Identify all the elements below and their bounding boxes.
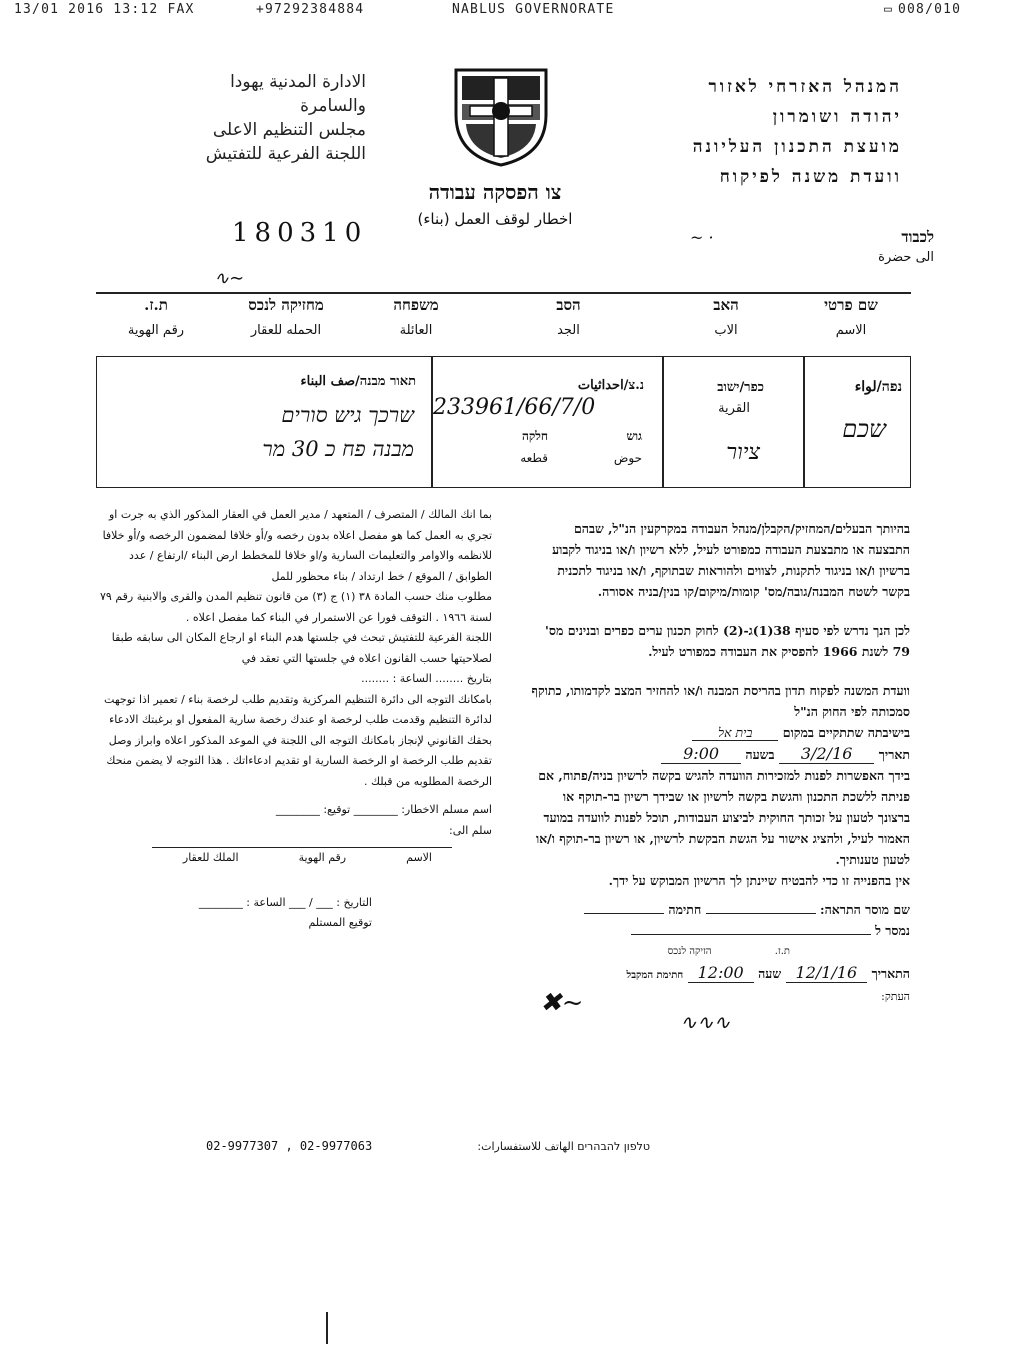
org-hebrew-line: המנהל האזרחי לאזור <box>708 77 902 97</box>
fax-datetime: 13/01 2016 13:12 FAX <box>14 2 195 17</box>
table-divider <box>662 357 664 487</box>
sig-date-value: 12/1/16 <box>786 963 868 983</box>
coords-label: נ.צ/احداثيات <box>577 378 644 393</box>
sig-delivered-row: נמסר ל <box>528 920 910 941</box>
meeting-place-value: בית אל <box>692 725 778 741</box>
col-grandfather: הסב الجد <box>556 296 581 338</box>
village-label-ar: القرية <box>718 401 750 416</box>
blank-line <box>706 903 816 914</box>
block-label-ar: حوض <box>613 451 642 465</box>
building-line1: שרכך גיש סורים <box>281 403 414 427</box>
emblem-logo <box>446 60 556 170</box>
org-hebrew-line: יהודה ושומרון <box>772 107 902 127</box>
col-family: משפחה العائلة <box>393 296 439 338</box>
parcel-label-he: חלקה <box>521 429 548 443</box>
sig-hour-value: 12:00 <box>688 963 754 983</box>
details-top-rule <box>96 292 911 294</box>
order-number: 180310 <box>232 218 368 248</box>
arabic-p4: بامكانك التوجه الى دائرة التنظيم المركزية وتقديم طلب لرخصة بناء / تعمير اذا توجهت لدائرة التنظيم وقدمت طلب لرخصة او عندك رخصة سارية المفعول او برغبتك الادعاء بحقك القانوني لإنجاز بامكانك التوجه الى اللجنة في الموعد المذكور اعلاه وابراز وصل تقديم طلب الرخصة او الرخصة السارية او تقديم ادعاءاتك . هذا التوجه لا يضمن منحك الرخصة المطلوبه من قبلك . <box>104 692 492 788</box>
arabic-date-line: بتاريخ ........ الساعة : ........ <box>361 672 492 685</box>
village-value: ציור <box>726 440 760 465</box>
col-father: האב الاب <box>713 296 739 338</box>
location-table <box>96 356 911 488</box>
arabic-recipient-sig: توقيع المستلم <box>308 916 372 929</box>
arabic-deliverer: اسم مسلم الاخطار: ________ توقيع: ________ <box>275 803 492 816</box>
footer-label: טלפון להבהרים الهاتف للاستفسارات: <box>477 1140 650 1153</box>
coords-value: 233961/66/7/0 <box>433 395 596 420</box>
district-value: שכם <box>842 415 886 443</box>
col-first-name: שם פרטי الاسم <box>824 296 878 338</box>
fax-number: +97292384884 <box>256 2 365 17</box>
blank-line <box>631 924 871 935</box>
hebrew-p2: לכן הנך נדרש לפי סעיף 38(1)ג-(2) לחוק תכנון ערים כפרים ובנינים מס' 79 לשנת 1966 להפסיק את העבודה כמפורט לעיל. <box>545 623 910 659</box>
org-hebrew <box>642 72 902 192</box>
meeting-place-row: בישיבתה שתתקיים במקום בית אל <box>528 722 910 743</box>
col-holder: מחזיקה לנכס الحمله للعقار <box>248 296 324 338</box>
table-divider <box>803 357 805 487</box>
sig-date-row: התאריך 12/1/16 שעה 12:00 חתימת המקבל <box>626 963 910 982</box>
arabic-p3: اللجنة الفرعية للتفتيش تبحث في جلستها هدم البناء او ارجاع المكان الى سابقه طبقا لصلاحيتها حسب القانون اعلاه في جلستها التي تعقد في <box>111 631 492 665</box>
arabic-date-time: التاريخ : ___ / ___ الساعة : ________ <box>198 895 372 909</box>
hebrew-body <box>528 518 910 1007</box>
org-arabic-line: الادارة المدنية يهودا <box>230 72 366 92</box>
meeting-date-value: 3/2/16 <box>779 744 875 764</box>
fax-page: 008/010 <box>898 2 962 17</box>
hebrew-p4: בידך האפשרות לפנות למזכירות הוועדה להגיש בקשה לרשיון בניה/פתוח, אם פניתה ללשכת התכנון והגשת בקשה לרשיון או שבידך רשיון בר-תוקף או ברצונך לטעון על זכותך החוקית לביצוע העבודות, תוכל לפנות לוועדה במועד האמור לעיל, ולהציג אישור על הגשת הבקשת לרשיון, או רשיון בר-תוקף ו/או לטעון טענותיך. <box>535 768 910 867</box>
hebrew-p1: בהיותך הבעלים/המחזיק/הקבלן/מנהל העבודה במקרקעין הנ"ל, שבהם התבצעה או מתבצעת העבודה כמפורט לעיל, ללא רשיון ו/או בניגוד לקבוע ברשיון ו/או בניגוד לתקנות, לצווים ולהוראות שבתוקף, ו/או בניגוד לתכנית בקשר לשטח המבנה/גובה/מס' קומות/מיקום/קו בנין/בניה אסורה. <box>552 521 910 599</box>
org-arabic <box>96 70 366 166</box>
fax-sender: NABLUS GOVERNORATE <box>452 2 615 17</box>
org-hebrew-line: מועצת התכנון העליונה <box>692 137 902 157</box>
addressee-arabic: الى حضرة <box>878 250 934 265</box>
handwritten-name: ∿∼ <box>214 268 245 289</box>
org-arabic-line: اللجنة الفرعية للتفتيش <box>205 144 366 164</box>
arabic-delivered-to: سلم الى: <box>449 823 492 837</box>
district-label: נפה/لواء <box>854 379 902 395</box>
footer-phones: 02-9977307 , 02-9977063 <box>206 1139 373 1153</box>
block-label-he: גוש <box>626 429 642 443</box>
arabic-body <box>92 505 492 934</box>
building-label: תאור מבנה/صف البناء <box>300 374 416 389</box>
fax-page-icon: ▭ <box>884 2 894 17</box>
arabic-cols: الاسم رقم الهوية الملك للعقار <box>182 851 432 864</box>
org-arabic-line: والسامرة <box>300 96 366 116</box>
signature-scribble: ∿∿∿ <box>680 1010 731 1034</box>
arabic-p1: بما انك المالك / المتصرف / المتعهد / مدير العمل في العقار المذكور الذي به جرت او تجري به العمل كما هو مفصل اعلاه بدون رخصه و/أو خلافا لمضمون الرخصه و/أو خلافا للانظمه والاوامر والتعليمات السارية و/او خلافا للمخطط ارض البناء /ارتفاع / عدد الطوابق / الموقع / خط ارتداد / بناء محظور للمل <box>102 508 492 583</box>
meeting-time-value: 9:00 <box>661 744 741 764</box>
sig-sub-labels: ת.ז. הזיקה לנכס <box>667 946 790 957</box>
arabic-p2: مطلوب منك حسب المادة ٣٨ (١) ج (٣) من قانون تنظيم المدن والقرى والابنية رقم ٧٩ لسنة ١٩٦٦ . التوقف فورا عن الاستمرار في البناء كما مفصل اعلاه . <box>100 590 492 624</box>
scan-mark <box>326 1312 328 1344</box>
addressee-hebrew: לכבוד <box>901 228 934 246</box>
personal-details-row <box>96 296 911 348</box>
org-arabic-line: مجلس التنظيم الاعلى <box>212 120 366 140</box>
meeting-date-row: תאריך 3/2/16 בשעה 9:00 <box>528 743 910 765</box>
title-arabic: اخطار لوقف العمل (بناء) <box>417 210 573 228</box>
title-hebrew: צו הפסקה עבודה <box>428 180 562 204</box>
col-id: ת.ז. رقم الهوية <box>127 296 185 338</box>
village-label-he: כפר/ישוב <box>717 380 764 395</box>
building-line2: מבנה פח כ 30 מר <box>262 437 414 461</box>
parcel-label-ar: قطعه <box>520 451 548 465</box>
sig-deliverer-row: שם מוסר התראה: חתימה <box>528 899 910 920</box>
copy-label: העתק: <box>881 990 910 1003</box>
hebrew-p3: וועדת המשנה לפקוח תדון בהריסת המבנה ו/או להחזיר המצב לקדמותו, כתוקף סמכותה לפי החוק הנ"ל <box>531 683 910 719</box>
table-divider <box>431 357 433 487</box>
addressee-handwriting: ~ · <box>690 228 714 247</box>
blank-line <box>584 903 664 914</box>
signature-deliverer: ✖~ <box>540 988 584 1018</box>
org-hebrew-line: וועדת משנה לפיקוח <box>719 167 902 187</box>
hebrew-p5: אין בהפנייה זו כדי להבטיח שיינתן לך הרשיון המבוקש על ידך. <box>608 873 910 888</box>
